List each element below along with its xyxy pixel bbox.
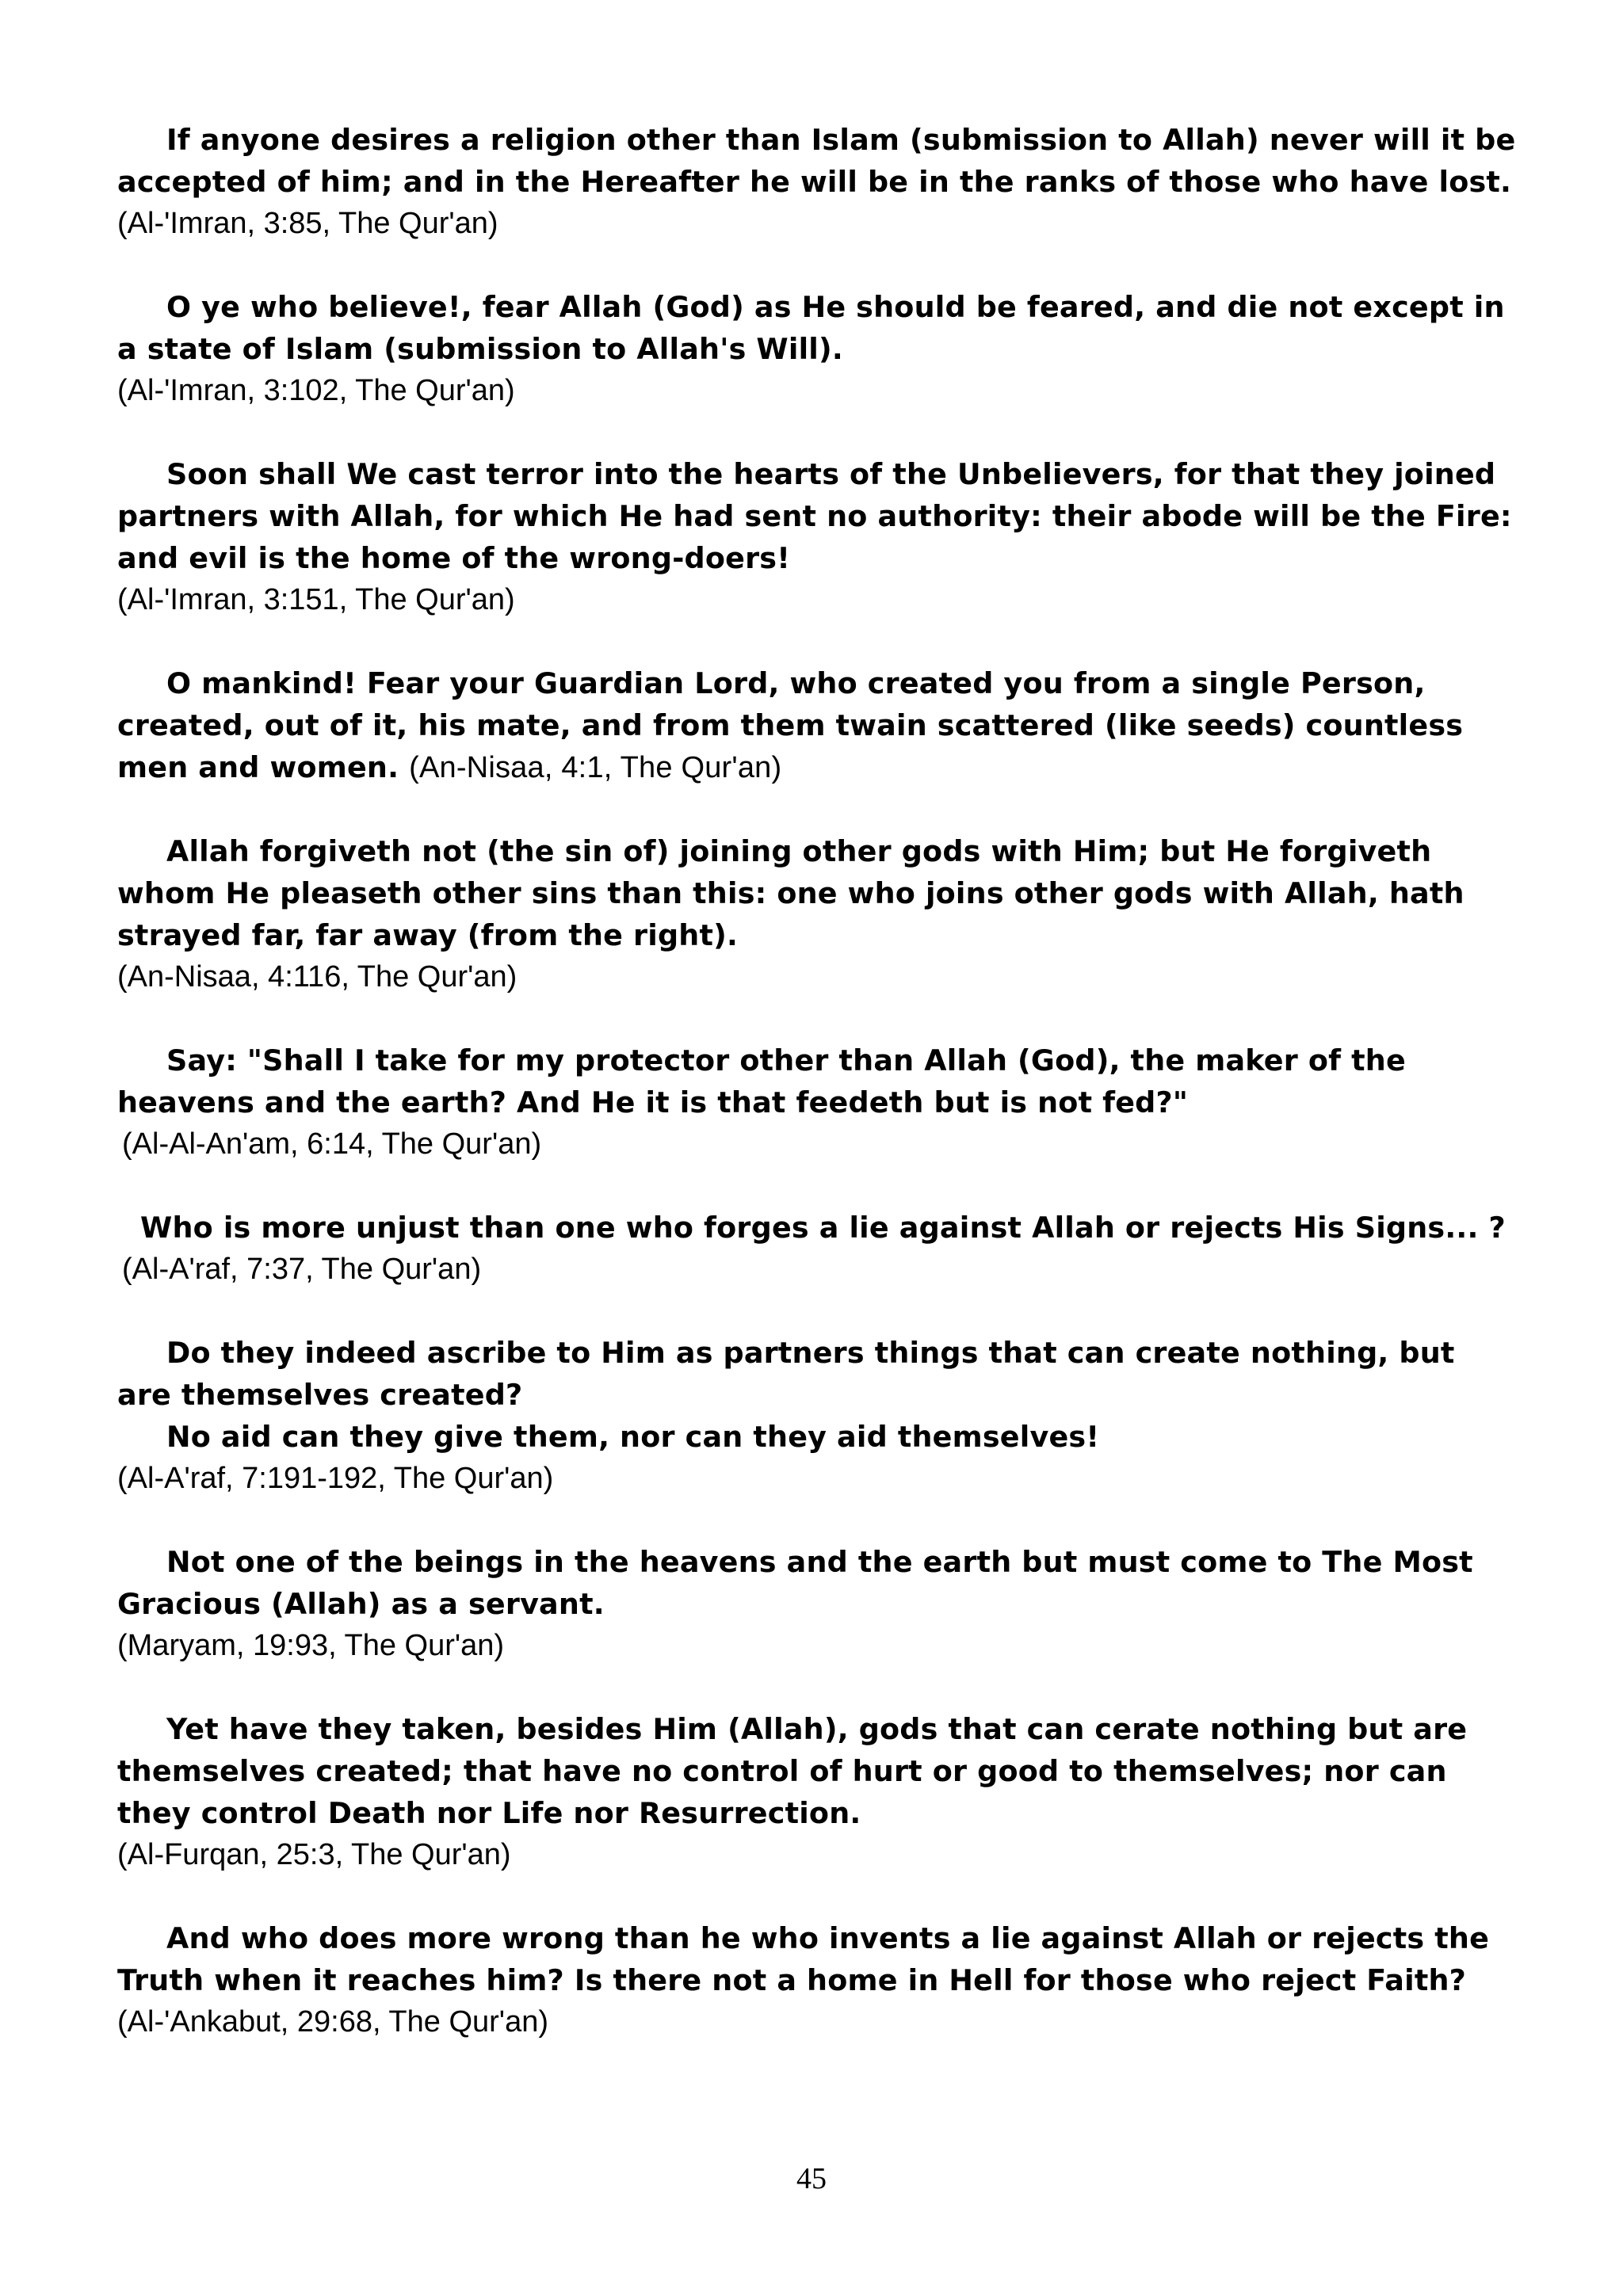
quote-citation: (Al-'Imran, 3:85, The Qur'an): [117, 207, 498, 240]
quote-line: Say: "Shall I take for my protector other than Allah (God), the maker of the: [166, 1043, 1406, 1077]
quote-line: No aid can they give them, nor can they aid themselves!: [166, 1420, 1100, 1454]
quote-line: and evil is the home of the wrong-doers!: [117, 541, 791, 575]
quote-block: [117, 119, 1528, 245]
document-page: [117, 119, 1528, 2084]
page-number: 45: [796, 2162, 827, 2195]
quote-line: they control Death nor Life nor Resurrection.: [117, 1796, 861, 1830]
quote-line: heavens and the earth? And He it is that feedeth but is not fed?": [117, 1085, 1189, 1119]
quote-citation: (An-Nisaa, 4:116, The Qur'an): [117, 960, 517, 994]
quote-line: Do they indeed ascribe to Him as partners things that can create nothing, but: [166, 1336, 1455, 1370]
quote-line: O mankind! Fear your Guardian Lord, who created you from a single Person,: [166, 666, 1426, 700]
quote-line: are themselves created?: [117, 1378, 523, 1412]
quote-block: [117, 1917, 1528, 2043]
quote-line: created, out of it, his mate, and from them twain scattered (like seeds) countless: [117, 708, 1464, 742]
quote-line: Gracious (Allah) as a servant.: [117, 1587, 605, 1621]
quote-citation: (Al-Al-An'am, 6:14, The Qur'an): [122, 1127, 542, 1161]
quote-line: Not one of the beings in the heavens and the earth but must come to The Most: [166, 1545, 1473, 1579]
quote-line: themselves created; that have no control of hurt or good to themselves; nor can: [117, 1754, 1447, 1788]
quote-line: O ye who believe!, fear Allah (God) as He should be feared, and die not except in: [166, 290, 1505, 324]
quote-line-with-citation: [117, 746, 1528, 789]
quote-block: [117, 1039, 1528, 1165]
quote-line: a state of Islam (submission to Allah's Will).: [117, 332, 843, 366]
quote-citation: (Al-A'raf, 7:191-192, The Qur'an): [117, 1462, 554, 1495]
quote-line: Soon shall We cast terror into the hearts of the Unbelievers, for that they joined: [166, 457, 1496, 491]
quote-block: [117, 662, 1528, 789]
quote-block: [117, 286, 1528, 412]
quote-citation: (Maryam, 19:93, The Qur'an): [117, 1629, 505, 1662]
quote-line: Yet have they taken, besides Him (Allah), gods that can cerate nothing but are: [166, 1712, 1468, 1746]
quote-line: Who is more unjust than one who forges a lie against Allah or rejects His Signs... ?: [140, 1211, 1506, 1245]
quote-line: strayed far, far away (from the right).: [117, 918, 739, 952]
quote-citation: (Al-'Imran, 3:102, The Qur'an): [117, 374, 515, 407]
quote-line: whom He pleaseth other sins than this: one who joins other gods with Allah, hath: [117, 876, 1465, 910]
quote-line: partners with Allah, for which He had sent no authority: their abode will be the Fire:: [117, 499, 1512, 533]
quote-line: men and women.: [117, 750, 399, 784]
quote-block: [117, 1541, 1528, 1667]
quote-block: [117, 453, 1528, 621]
quote-citation: (Al-'Ankabut, 29:68, The Qur'an): [117, 2005, 548, 2039]
quote-block: [117, 1207, 1528, 1291]
quote-block: [117, 830, 1528, 998]
quote-line: Truth when it reaches him? Is there not a home in Hell for those who reject Faith?: [117, 1963, 1467, 1997]
quote-block: [117, 1708, 1528, 1876]
quote-line: And who does more wrong than he who invents a lie against Allah or rejects the: [166, 1921, 1490, 1955]
quote-line: If anyone desires a religion other than Islam (submission to Allah) never will it be: [166, 123, 1516, 157]
quote-citation: (Al-'Imran, 3:151, The Qur'an): [117, 583, 515, 616]
quote-line: Allah forgiveth not (the sin of) joining other gods with Him; but He forgiveth: [166, 834, 1432, 868]
quote-citation: (Al-A'raf, 7:37, The Qur'an): [122, 1253, 482, 1286]
quote-citation: (Al-Furqan, 25:3, The Qur'an): [117, 1838, 511, 1871]
quote-citation: (An-Nisaa, 4:1, The Qur'an): [409, 751, 782, 784]
quote-line: accepted of him; and in the Hereafter he will be in the ranks of those who have lost.: [117, 165, 1512, 199]
quote-block: [117, 1332, 1528, 1500]
